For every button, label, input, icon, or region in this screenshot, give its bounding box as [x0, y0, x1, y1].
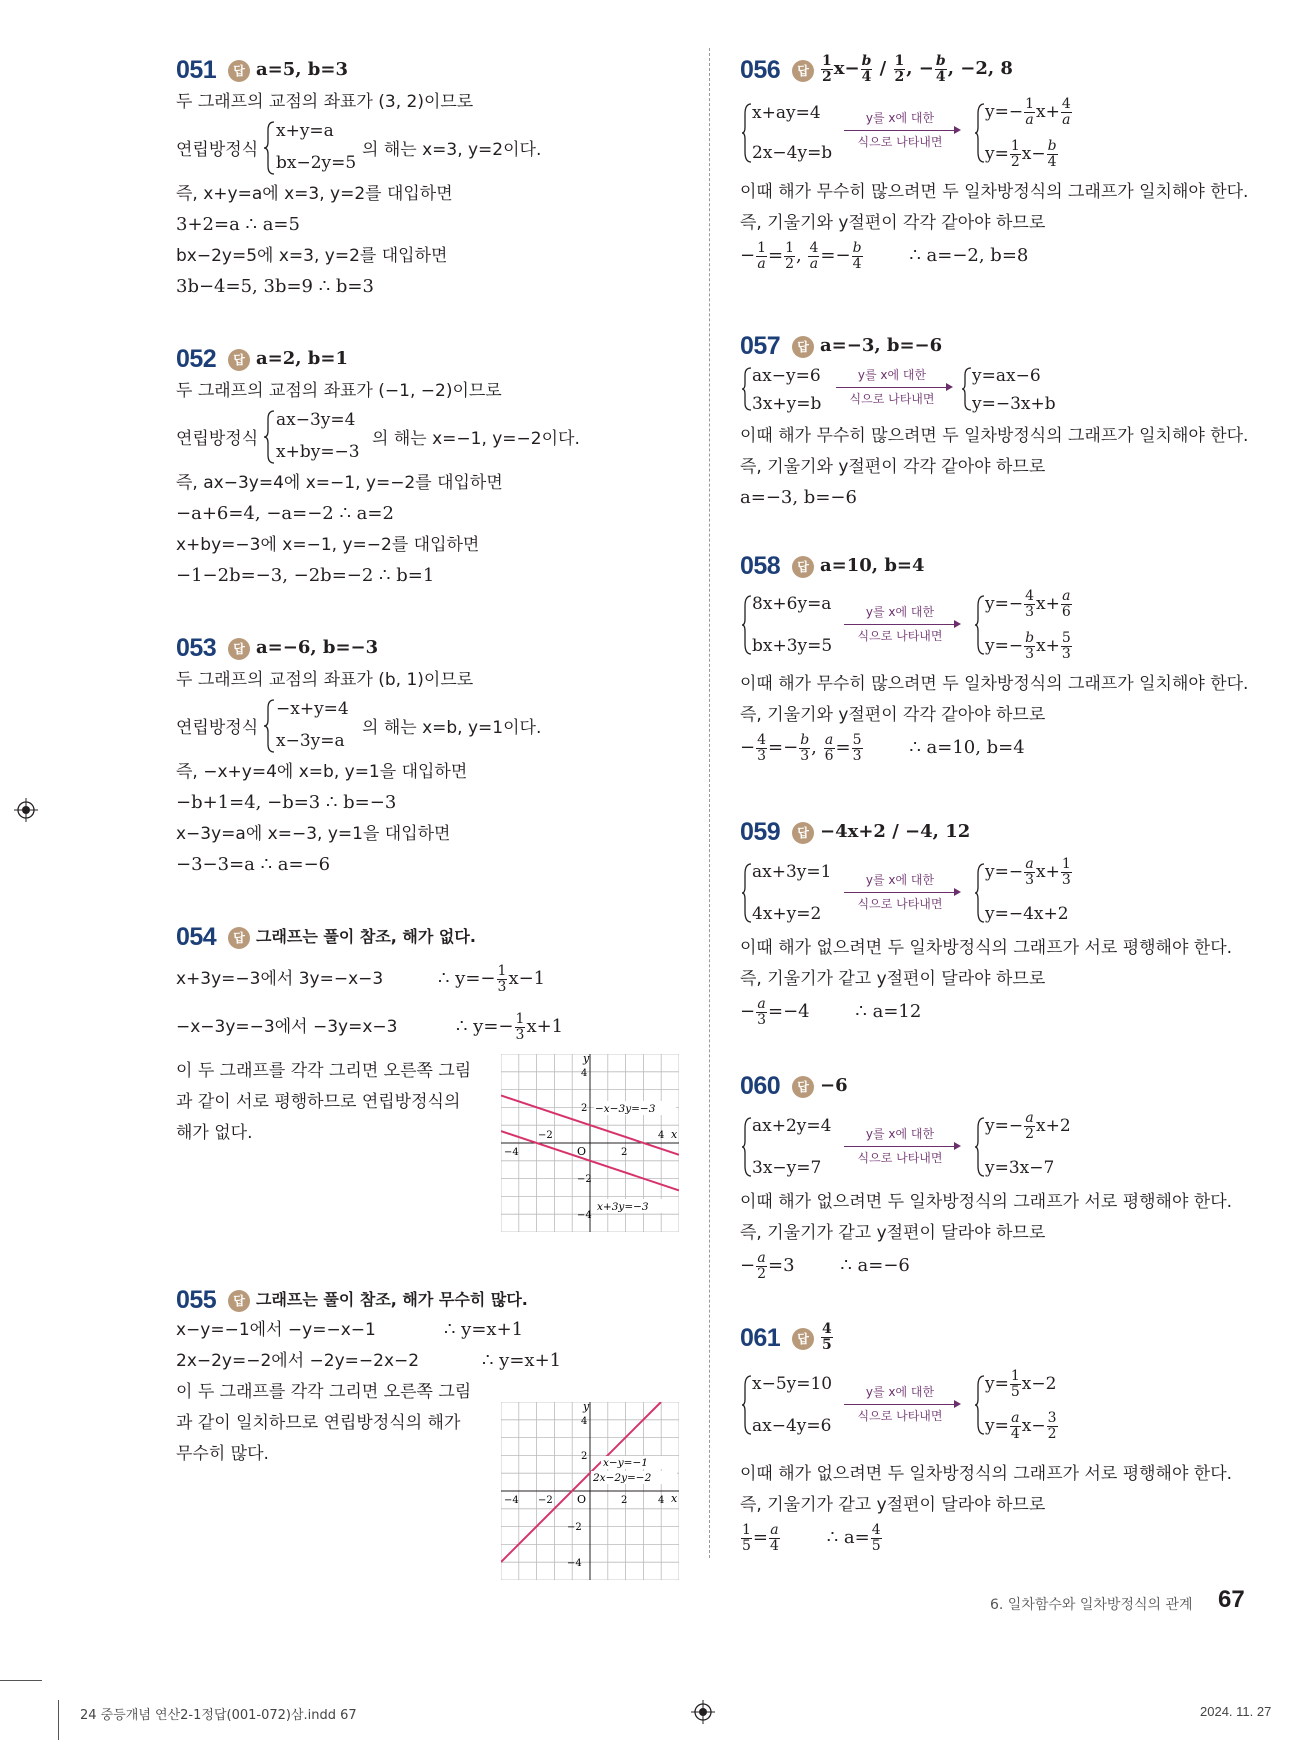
graph-055 [501, 1402, 679, 1580]
axis-x-label: x [671, 1492, 678, 1505]
answer: a=−3, b=−6 [820, 335, 943, 356]
line: 이 두 그래프를 각각 그리면 오른쪽 그림 [176, 1382, 472, 1402]
problem-057 [740, 332, 1260, 512]
line: x−3y=a에 x=−3, y=1을 대입하면 [176, 824, 451, 844]
brace-icon [264, 409, 276, 465]
axis-y-label: y [583, 1402, 590, 1413]
line: − $\frac{a}{2}$ =3 ∴ a=−6 [740, 1249, 910, 1282]
system-result-1: y=− $\frac{1}{a}$ x+ $\frac{4}{a}$ [985, 96, 1071, 128]
system-eq-2: x+by=−3 [276, 442, 360, 462]
brace-icon [975, 102, 985, 164]
tick-label: −2 [577, 1174, 592, 1185]
answer: −6 [820, 1075, 848, 1096]
system-label: 연립방정식 [176, 140, 259, 160]
answer-badge-icon: 답 [228, 349, 250, 371]
tick-label: −2 [538, 1495, 553, 1506]
system-eq-2: bx−2y=5 [276, 153, 357, 173]
line: 이때 해가 무수히 많으려면 두 일차방정식의 그래프가 일치해야 한다. [740, 182, 1249, 202]
system-result-2: y= $\frac{a}{4}$ x− $\frac{3}{2}$ [985, 1410, 1057, 1442]
tick-label: 2 [621, 1495, 628, 1506]
line: 과 같이 일치하므로 연립방정식의 해가 [176, 1413, 461, 1433]
line: − $\frac{a}{3}$ =−4 ∴ a=12 [740, 995, 922, 1028]
tick-label: 4 [658, 1130, 665, 1141]
answer: a=2, b=1 [256, 348, 348, 369]
system-eq-2: 3x+y=b [752, 394, 822, 414]
problem-number: 054 [176, 923, 217, 951]
problem-060 [740, 1072, 1260, 1302]
line: 두 그래프의 교점의 좌표가 (−1, −2)이므로 [176, 381, 502, 401]
line-result: ∴ y=x+1 [482, 1350, 562, 1371]
line: 두 그래프의 교점의 좌표가 (b, 1)이므로 [176, 670, 474, 690]
brace-icon [975, 594, 985, 656]
line: 무수히 많다. [176, 1444, 269, 1464]
line-result: ∴ y=− $\frac{1}{3}$ x+1 [456, 1010, 564, 1043]
arrow-caption: y를 x에 대한 식으로 나타내면 [840, 870, 960, 914]
problem-051 [176, 56, 686, 306]
system-tail: 의 해는 x=3, y=2이다. [362, 140, 542, 160]
fraction: $\frac{1}{3}$ [497, 962, 507, 995]
tick-label: −2 [567, 1522, 582, 1533]
crop-mark [0, 1680, 42, 1681]
answer-badge-icon: 답 [792, 1076, 814, 1098]
system-eq-2: bx+3y=5 [752, 636, 833, 656]
system-label: 연립방정식 [176, 718, 259, 738]
problem-054 [176, 923, 686, 1243]
system-eq-1: ax+3y=1 [752, 862, 832, 882]
line: −b+1=4, −b=3 ∴ b=−3 [176, 792, 397, 813]
problem-number: 059 [740, 818, 781, 846]
line: − $\frac{4}{3}$ =− $\frac{b}{3}$ , $\frac{a}{6}$ = $\frac{5}{3}$ ∴ a=10, b=4 [740, 731, 1025, 764]
crop-mark [58, 1700, 59, 1740]
problem-number: 061 [740, 1324, 781, 1352]
system-eq-1: x+ay=4 [752, 103, 821, 123]
arrow-caption: y를 x에 대한 식으로 나타내면 [840, 602, 960, 646]
answer-badge-icon: 답 [792, 336, 814, 358]
brace-icon [742, 102, 752, 164]
problem-number: 055 [176, 1286, 217, 1314]
tick-label: −4 [577, 1210, 592, 1221]
system-result-1: y= $\frac{1}{5}$ x−2 [985, 1368, 1057, 1400]
line-label: x−y=−1 [603, 1457, 648, 1469]
answer: 그래프는 풀이 참조, 해가 무수히 많다. [256, 1290, 528, 1309]
answer-badge-icon: 답 [792, 1328, 814, 1350]
line: bx−2y=5에 x=3, y=2를 대입하면 [176, 246, 448, 266]
answer: $\frac{4}{5}$ [822, 1320, 832, 1353]
tick-label: −4 [567, 1558, 582, 1569]
tick-label: 2 [581, 1451, 588, 1462]
system-eq-1: ax−y=6 [752, 366, 821, 386]
line: 이때 해가 없으려면 두 일차방정식의 그래프가 서로 평행해야 한다. [740, 1464, 1233, 1484]
problem-053 [176, 634, 686, 884]
line: 즉, 기울기가 같고 y절편이 달라야 하므로 [740, 1495, 1046, 1515]
file-info: 24 중등개념 연산2-1정답(001-072)삼.indd 67 [80, 1708, 357, 1723]
problem-058 [740, 552, 1260, 782]
line: 이때 해가 무수히 많으려면 두 일차방정식의 그래프가 일치해야 한다. [740, 674, 1249, 694]
print-date: 2024. 11. 27 [1200, 1704, 1272, 1719]
line-result: ∴ y=x+1 [444, 1319, 524, 1340]
system-eq-2: 2x−4y=b [752, 143, 833, 163]
line: 즉, 기울기가 같고 y절편이 달라야 하므로 [740, 969, 1046, 989]
answer-badge-icon: 답 [792, 556, 814, 578]
fraction: $\frac{1}{3}$ [515, 1010, 525, 1043]
answer: 그래프는 풀이 참조, 해가 없다. [256, 927, 476, 946]
line-label: −x−3y=−3 [595, 1103, 656, 1115]
line: x−y=−1에서 −y=−x−1 [176, 1320, 376, 1340]
line: 즉, 기울기가 같고 y절편이 달라야 하므로 [740, 1223, 1046, 1243]
line: −3−3=a ∴ a=−6 [176, 854, 331, 875]
origin-label: O [577, 1145, 587, 1158]
answer-badge-icon: 답 [792, 60, 814, 82]
line: 이때 해가 없으려면 두 일차방정식의 그래프가 서로 평행해야 한다. [740, 1192, 1233, 1212]
problem-number: 058 [740, 552, 781, 580]
problem-number: 060 [740, 1072, 781, 1100]
answer-badge-icon: 답 [228, 927, 250, 949]
line: 3+2=a ∴ a=5 [176, 214, 300, 235]
problem-056 [740, 52, 1260, 296]
tick-label: 4 [581, 1068, 588, 1079]
system-result-2: y=− $\frac{b}{3}$ x+ $\frac{5}{3}$ [985, 630, 1071, 662]
origin-label: O [577, 1493, 587, 1506]
line: 즉, 기울기와 y절편이 각각 같아야 하므로 [740, 213, 1046, 233]
problem-number: 052 [176, 345, 217, 373]
answer: $\frac{1}{2}$ x− $\frac{b}{4}$ / $\frac{1}{2}$ , − $\frac{b}{4}$ , −2, 8 [822, 52, 1013, 85]
answer: a=10, b=4 [820, 555, 925, 576]
line: x+by=−3에 x=−1, y=−2를 대입하면 [176, 535, 480, 555]
line: 이때 해가 없으려면 두 일차방정식의 그래프가 서로 평행해야 한다. [740, 938, 1233, 958]
system-result-1: y=− $\frac{a}{3}$ x+ $\frac{1}{3}$ [985, 856, 1071, 888]
tick-label: 2 [621, 1147, 628, 1158]
system-eq-1: −x+y=4 [276, 699, 349, 719]
system-eq-1: ax−3y=4 [276, 410, 356, 430]
answer: −4x+2 / −4, 12 [820, 821, 971, 842]
line: 즉, −x+y=4에 x=b, y=1을 대입하면 [176, 762, 468, 782]
system-result-1: y=ax−6 [972, 366, 1041, 386]
problem-055 [176, 1286, 686, 1586]
system-result-1: y=− $\frac{4}{3}$ x+ $\frac{a}{6}$ [985, 588, 1071, 620]
chapter-title: 6. 일차함수와 일차방정식의 관계 [990, 1597, 1193, 1613]
brace-icon [975, 1116, 985, 1178]
system-result-1: y=− $\frac{a}{2}$ x+2 [985, 1110, 1071, 1142]
problem-number: 057 [740, 332, 781, 360]
brace-icon [264, 698, 276, 754]
tick-label: −2 [538, 1130, 553, 1141]
system-result-2: y=3x−7 [985, 1158, 1055, 1178]
brace-icon [742, 366, 752, 412]
problem-number: 053 [176, 634, 217, 662]
line: 해가 없다. [176, 1123, 253, 1143]
tick-label: 4 [581, 1416, 588, 1427]
tick-label: −4 [504, 1147, 519, 1158]
brace-icon [264, 120, 276, 176]
line: a=−3, b=−6 [740, 487, 857, 508]
system-tail: 의 해는 x=−1, y=−2이다. [372, 429, 580, 449]
registration-mark-icon [14, 798, 38, 822]
line: 즉, x+y=a에 x=3, y=2를 대입하면 [176, 184, 453, 204]
problem-061 [740, 1320, 1260, 1564]
line: 즉, ax−3y=4에 x=−1, y=−2를 대입하면 [176, 473, 503, 493]
line: 즉, 기울기와 y절편이 각각 같아야 하므로 [740, 705, 1046, 725]
tick-label: −4 [504, 1495, 519, 1506]
system-eq-1: x+y=a [276, 121, 334, 141]
arrow-caption: y를 x에 대한 식으로 나타내면 [840, 108, 960, 152]
brace-icon [975, 1374, 985, 1436]
answer-badge-icon: 답 [228, 1290, 250, 1312]
axis-x-label: x [671, 1128, 678, 1141]
problem-number: 056 [740, 56, 781, 84]
graph-054 [501, 1054, 679, 1232]
line: 과 같이 서로 평행하므로 연립방정식의 [176, 1092, 461, 1112]
answer-badge-icon: 답 [228, 638, 250, 660]
system-eq-1: ax+2y=4 [752, 1116, 832, 1136]
line: 3b−4=5, 3b=9 ∴ b=3 [176, 276, 374, 297]
tick-label: 4 [658, 1495, 665, 1506]
brace-icon [975, 862, 985, 924]
problem-059 [740, 818, 1260, 1048]
line: 이때 해가 무수히 많으려면 두 일차방정식의 그래프가 일치해야 한다. [740, 426, 1249, 446]
axis-y-label: y [583, 1054, 590, 1065]
line: −x−3y=−3에서 −3y=x−3 [176, 1017, 398, 1037]
brace-icon [742, 1374, 752, 1436]
problem-052 [176, 345, 686, 595]
brace-icon [742, 594, 752, 656]
answer-badge-icon: 답 [792, 822, 814, 844]
system-eq-2: x−3y=a [276, 731, 345, 751]
system-eq-2: 3x−y=7 [752, 1158, 822, 1178]
line: 2x−2y=−2에서 −2y=−2x−2 [176, 1351, 420, 1371]
brace-icon [742, 862, 752, 924]
system-eq-1: 8x+6y=a [752, 594, 832, 614]
registration-mark-icon [691, 1700, 715, 1724]
problem-number: 051 [176, 56, 217, 84]
line: −a+6=4, −a=−2 ∴ a=2 [176, 503, 394, 524]
system-result-2: y= $\frac{1}{2}$ x− $\frac{b}{4}$ [985, 138, 1057, 170]
line: 두 그래프의 교점의 좌표가 (3, 2)이므로 [176, 92, 474, 112]
line: −1−2b=−3, −2b=−2 ∴ b=1 [176, 565, 435, 586]
line-label: 2x−2y=−2 [593, 1472, 652, 1484]
brace-icon [742, 1116, 752, 1178]
arrow-caption: y를 x에 대한 식으로 나타내면 [840, 1124, 960, 1168]
system-label: 연립방정식 [176, 429, 259, 449]
system-tail: 의 해는 x=b, y=1이다. [362, 718, 542, 738]
tick-label: 2 [581, 1103, 588, 1114]
line-label: x+3y=−3 [597, 1201, 649, 1213]
arrow-caption: y를 x에 대한 식으로 나타내면 [832, 365, 952, 409]
answer-badge-icon: 답 [228, 60, 250, 82]
page-number: 67 [1218, 1586, 1245, 1613]
column-divider [709, 48, 710, 1558]
line: 즉, 기울기와 y절편이 각각 같아야 하므로 [740, 457, 1046, 477]
system-eq-2: ax−4y=6 [752, 1416, 832, 1436]
answer: a=5, b=3 [256, 59, 348, 80]
line: x+3y=−3에서 3y=−x−3 [176, 969, 384, 989]
line-result: ∴ y=− $\frac{1}{3}$ x−1 [438, 962, 546, 995]
system-eq-1: x−5y=10 [752, 1374, 833, 1394]
line: − $\frac{1}{a}$ = $\frac{1}{2}$ , $\frac{4}{a}$ =− $\frac{b}{4}$ ∴ a=−2, b=8 [740, 239, 1029, 272]
system-eq-2: 4x+y=2 [752, 904, 822, 924]
answer: a=−6, b=−3 [256, 637, 379, 658]
line: 이 두 그래프를 각각 그리면 오른쪽 그림 [176, 1061, 472, 1081]
line: $\frac{1}{5}$ = $\frac{a}{4}$ ∴ a= $\frac{4}{5}$ [742, 1521, 881, 1554]
arrow-caption: y를 x에 대한 식으로 나타내면 [840, 1382, 960, 1426]
system-result-2: y=−4x+2 [985, 904, 1069, 924]
brace-icon [962, 366, 972, 412]
system-result-2: y=−3x+b [972, 394, 1056, 414]
